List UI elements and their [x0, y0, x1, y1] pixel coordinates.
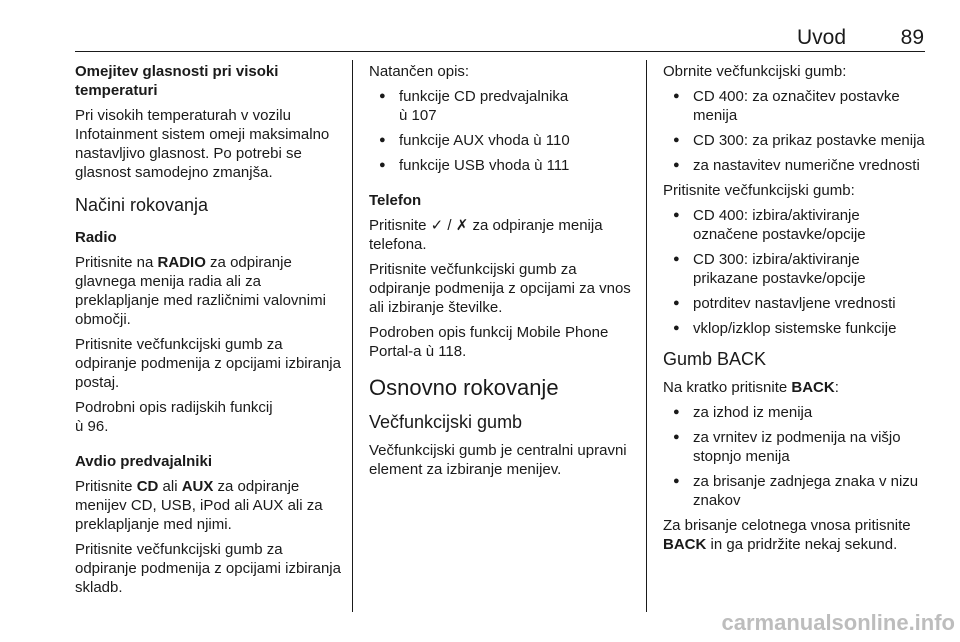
heading-audio-players: Avdio predvajalniki — [75, 453, 212, 470]
paragraph-turn-intro: Obrnite večfunkcijski gumb: — [663, 63, 847, 80]
detail-list — [369, 87, 639, 175]
column-3 — [663, 62, 928, 560]
column-divider-1 — [352, 60, 353, 612]
press-list — [663, 206, 928, 338]
list-item: ● funkcije AUX vhoda ù 110 — [369, 131, 639, 150]
list-item — [369, 87, 639, 125]
spacer — [75, 442, 345, 452]
text: Pritisnite — [75, 478, 137, 495]
text: ali — [158, 478, 182, 495]
list-item: ● CD 400: za označitev postavke menija — [663, 87, 928, 125]
paragraph-back-hold — [663, 516, 928, 554]
radio-button-label: RADIO — [157, 254, 206, 271]
heading-telefon: Telefon — [369, 192, 422, 209]
back-button-label: BACK — [663, 536, 707, 553]
column-1 — [75, 62, 345, 603]
column-2 — [369, 62, 639, 485]
subsection-title-back-button: Gumb BACK — [663, 349, 767, 369]
paragraph-detail-intro: Natančen opis: — [369, 63, 470, 80]
list-item: ● potrditev nastavljene vrednosti — [663, 294, 928, 313]
watermark: carmanualsonline.info — [721, 610, 955, 635]
heading-radio: Radio — [75, 229, 117, 246]
page-number: 89 — [900, 26, 924, 49]
list-item: ● za brisanje zadnjega znaka v nizu znakov — [663, 472, 928, 510]
text: za odpiranje glavnega menija radia ali za preklapljanje med različnimi valovnimi območji. — [75, 254, 326, 328]
paragraph-knob: Večfunkcijski gumb je centralni upravni element za izbiranje menijev. — [369, 442, 627, 478]
page-header-title: Uvod — [796, 26, 846, 49]
text: : — [834, 379, 839, 396]
paragraph-radio-3 — [75, 398, 345, 436]
page-reference: ù 107 — [399, 107, 437, 124]
section-title-basic-operation: Osnovno rokovanje — [369, 375, 559, 400]
paragraph-audio-2: Pritisnite večfunkcijski gumb za odpiranje podmenija z opcijami izbiranja skladb. — [75, 541, 341, 596]
back-button-label: BACK — [791, 379, 835, 396]
paragraph-telefon-1: Pritisnite ✓ / ✗ za odpiranje menija telefona. — [369, 217, 603, 253]
paragraph-radio-2: Pritisnite večfunkcijski gumb za odpiranje podmenija z opcijami izbiranja postaj. — [75, 336, 341, 391]
list-item: ● CD 400: izbira/aktiviranje označene postavke/opcije — [663, 206, 928, 244]
cd-button-label: CD — [136, 478, 159, 495]
header-rule — [75, 51, 925, 52]
text: Za brisanje celotnega vnosa pritisnite — [663, 517, 911, 534]
list-item: ● za izhod iz menija — [663, 403, 928, 422]
text: Pritisnite na — [75, 254, 158, 271]
paragraph-back-intro — [663, 378, 928, 397]
heading-volume-limit: Omejitev glasnosti pri visoki temperaturi — [75, 63, 279, 99]
spacer — [369, 181, 639, 191]
turn-list — [663, 87, 928, 175]
text: in ga pridržite nekaj sekund. — [706, 536, 898, 553]
section-title-operation-modes: Načini rokovanja — [75, 195, 209, 215]
paragraph-press-intro: Pritisnite večfunkcijski gumb: — [663, 182, 855, 199]
text: funkcije CD predvajalnika — [399, 88, 569, 105]
list-item: ● CD 300: izbira/aktiviranje prikazane postavke/opcije — [663, 250, 928, 288]
list-item: ● za nastavitev numerične vrednosti — [663, 156, 928, 175]
subsection-title-multifunction-knob: Večfunkcijski gumb — [369, 412, 523, 432]
text: Na kratko pritisnite — [663, 379, 792, 396]
paragraph-radio-1 — [75, 253, 345, 329]
list-item: ● vklop/izklop sistemske funkcije — [663, 319, 928, 338]
list-item: ● funkcije USB vhoda ù 111 — [369, 156, 639, 175]
list-item: ● CD 300: za prikaz postavke menija — [663, 131, 928, 150]
text: Podrobni opis radijskih funkcij — [75, 399, 273, 416]
paragraph-telefon-3: Podroben opis funkcij Mobile Phone Portal-a ù 118. — [369, 324, 609, 360]
list-item: ● za vrnitev iz podmenija na višjo stopnjo menija — [663, 428, 928, 466]
back-list — [663, 403, 928, 510]
paragraph-telefon-2: Pritisnite večfunkcijski gumb za odpiranje podmenija z opcijami za vnos ali izbiranje številke. — [369, 261, 631, 316]
column-divider-2 — [646, 60, 647, 612]
paragraph-volume-limit: Pri visokih temperaturah v vozilu Infotainment sistem omeji maksimalno nastavljivo glasnost. Po potrebi se glasnost samodejno zmanjša. — [75, 107, 330, 181]
aux-button-label: AUX — [181, 478, 214, 495]
paragraph-audio-1 — [75, 477, 345, 534]
text: za odpiranje menijev CD, USB, iPod ali AUX ali za preklapljanje med njimi. — [75, 478, 323, 533]
page-reference: ù 96. — [75, 418, 109, 435]
